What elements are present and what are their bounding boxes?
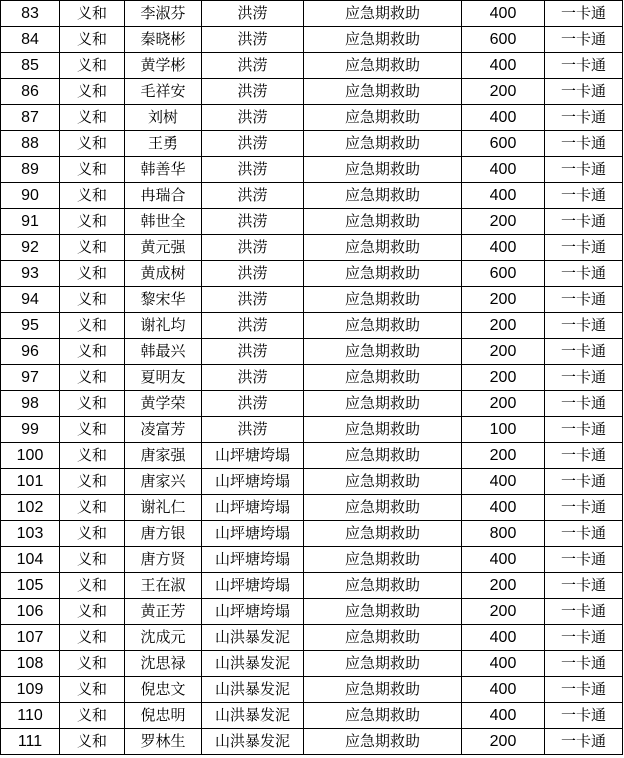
village-cell: 义和 xyxy=(60,183,125,209)
table-row xyxy=(1,443,623,469)
payment-method-cell: 一卡通 xyxy=(545,27,623,53)
amount-cell: 200 xyxy=(462,79,545,105)
table-row xyxy=(1,599,623,625)
table-row xyxy=(1,79,623,105)
disaster-type-cell: 洪涝 xyxy=(202,105,304,131)
table-row xyxy=(1,53,623,79)
payment-method-cell: 一卡通 xyxy=(545,443,623,469)
payment-method-cell: 一卡通 xyxy=(545,703,623,729)
payment-method-cell: 一卡通 xyxy=(545,1,623,27)
relief-type-cell: 应急期救助 xyxy=(304,157,462,183)
relief-type-cell: 应急期救助 xyxy=(304,677,462,703)
disaster-type-cell: 洪涝 xyxy=(202,261,304,287)
name-cell: 刘树 xyxy=(125,105,202,131)
table-row xyxy=(1,469,623,495)
name-cell: 李淑芬 xyxy=(125,1,202,27)
disaster-type-cell: 山坪塘垮塌 xyxy=(202,469,304,495)
row-number-cell: 89 xyxy=(1,157,60,183)
table-row xyxy=(1,729,623,755)
village-cell: 义和 xyxy=(60,79,125,105)
disaster-type-cell: 山洪暴发泥 xyxy=(202,625,304,651)
row-number-cell: 103 xyxy=(1,521,60,547)
row-number-cell: 102 xyxy=(1,495,60,521)
name-cell: 韩善华 xyxy=(125,157,202,183)
payment-method-cell: 一卡通 xyxy=(545,339,623,365)
disaster-type-cell: 山坪塘垮塌 xyxy=(202,547,304,573)
disaster-type-cell: 洪涝 xyxy=(202,417,304,443)
relief-type-cell: 应急期救助 xyxy=(304,651,462,677)
table-row xyxy=(1,157,623,183)
village-cell: 义和 xyxy=(60,105,125,131)
row-number-cell: 97 xyxy=(1,365,60,391)
name-cell: 王勇 xyxy=(125,131,202,157)
amount-cell: 400 xyxy=(462,625,545,651)
payment-method-cell: 一卡通 xyxy=(545,183,623,209)
relief-type-cell: 应急期救助 xyxy=(304,235,462,261)
village-cell: 义和 xyxy=(60,313,125,339)
row-number-cell: 90 xyxy=(1,183,60,209)
name-cell: 谢礼均 xyxy=(125,313,202,339)
disaster-type-cell: 洪涝 xyxy=(202,365,304,391)
village-cell: 义和 xyxy=(60,131,125,157)
name-cell: 黄成树 xyxy=(125,261,202,287)
relief-type-cell: 应急期救助 xyxy=(304,209,462,235)
table-row xyxy=(1,573,623,599)
table-row xyxy=(1,391,623,417)
name-cell: 毛祥安 xyxy=(125,79,202,105)
name-cell: 谢礼仁 xyxy=(125,495,202,521)
village-cell: 义和 xyxy=(60,339,125,365)
table-row xyxy=(1,365,623,391)
payment-method-cell: 一卡通 xyxy=(545,391,623,417)
relief-type-cell: 应急期救助 xyxy=(304,53,462,79)
payment-method-cell: 一卡通 xyxy=(545,53,623,79)
table-body xyxy=(1,1,623,755)
name-cell: 王在淑 xyxy=(125,573,202,599)
relief-type-cell: 应急期救助 xyxy=(304,573,462,599)
name-cell: 唐家强 xyxy=(125,443,202,469)
relief-type-cell: 应急期救助 xyxy=(304,27,462,53)
row-number-cell: 105 xyxy=(1,573,60,599)
name-cell: 韩最兴 xyxy=(125,339,202,365)
village-cell: 义和 xyxy=(60,365,125,391)
row-number-cell: 106 xyxy=(1,599,60,625)
disaster-type-cell: 山洪暴发泥 xyxy=(202,677,304,703)
name-cell: 唐方银 xyxy=(125,521,202,547)
village-cell: 义和 xyxy=(60,157,125,183)
relief-type-cell: 应急期救助 xyxy=(304,599,462,625)
name-cell: 凌富芳 xyxy=(125,417,202,443)
amount-cell: 400 xyxy=(462,183,545,209)
row-number-cell: 94 xyxy=(1,287,60,313)
row-number-cell: 96 xyxy=(1,339,60,365)
payment-method-cell: 一卡通 xyxy=(545,599,623,625)
row-number-cell: 111 xyxy=(1,729,60,755)
table-row xyxy=(1,521,623,547)
village-cell: 义和 xyxy=(60,521,125,547)
name-cell: 倪忠明 xyxy=(125,703,202,729)
disaster-type-cell: 洪涝 xyxy=(202,339,304,365)
amount-cell: 600 xyxy=(462,27,545,53)
row-number-cell: 104 xyxy=(1,547,60,573)
payment-method-cell: 一卡通 xyxy=(545,417,623,443)
table-row xyxy=(1,651,623,677)
amount-cell: 200 xyxy=(462,573,545,599)
relief-type-cell: 应急期救助 xyxy=(304,521,462,547)
payment-method-cell: 一卡通 xyxy=(545,157,623,183)
village-cell: 义和 xyxy=(60,573,125,599)
payment-method-cell: 一卡通 xyxy=(545,105,623,131)
table-row xyxy=(1,27,623,53)
relief-type-cell: 应急期救助 xyxy=(304,79,462,105)
name-cell: 沈思禄 xyxy=(125,651,202,677)
village-cell: 义和 xyxy=(60,469,125,495)
village-cell: 义和 xyxy=(60,625,125,651)
relief-type-cell: 应急期救助 xyxy=(304,469,462,495)
relief-type-cell: 应急期救助 xyxy=(304,703,462,729)
name-cell: 黄正芳 xyxy=(125,599,202,625)
amount-cell: 100 xyxy=(462,417,545,443)
amount-cell: 200 xyxy=(462,313,545,339)
disaster-type-cell: 洪涝 xyxy=(202,235,304,261)
disaster-type-cell: 洪涝 xyxy=(202,391,304,417)
amount-cell: 200 xyxy=(462,391,545,417)
payment-method-cell: 一卡通 xyxy=(545,235,623,261)
relief-type-cell: 应急期救助 xyxy=(304,443,462,469)
row-number-cell: 108 xyxy=(1,651,60,677)
relief-type-cell: 应急期救助 xyxy=(304,625,462,651)
amount-cell: 400 xyxy=(462,469,545,495)
table-row xyxy=(1,703,623,729)
disaster-type-cell: 山坪塘垮塌 xyxy=(202,443,304,469)
village-cell: 义和 xyxy=(60,209,125,235)
table-row xyxy=(1,313,623,339)
amount-cell: 400 xyxy=(462,235,545,261)
payment-method-cell: 一卡通 xyxy=(545,625,623,651)
village-cell: 义和 xyxy=(60,677,125,703)
table-row xyxy=(1,235,623,261)
table-row xyxy=(1,677,623,703)
disaster-type-cell: 洪涝 xyxy=(202,131,304,157)
village-cell: 义和 xyxy=(60,547,125,573)
relief-type-cell: 应急期救助 xyxy=(304,339,462,365)
amount-cell: 200 xyxy=(462,599,545,625)
village-cell: 义和 xyxy=(60,261,125,287)
payment-method-cell: 一卡通 xyxy=(545,79,623,105)
payment-method-cell: 一卡通 xyxy=(545,521,623,547)
row-number-cell: 109 xyxy=(1,677,60,703)
disaster-type-cell: 洪涝 xyxy=(202,79,304,105)
disaster-type-cell: 洪涝 xyxy=(202,157,304,183)
row-number-cell: 86 xyxy=(1,79,60,105)
amount-cell: 400 xyxy=(462,677,545,703)
table-row xyxy=(1,209,623,235)
payment-method-cell: 一卡通 xyxy=(545,209,623,235)
village-cell: 义和 xyxy=(60,599,125,625)
amount-cell: 400 xyxy=(462,105,545,131)
table-row xyxy=(1,1,623,27)
name-cell: 黎宋华 xyxy=(125,287,202,313)
name-cell: 唐方贤 xyxy=(125,547,202,573)
table-row xyxy=(1,183,623,209)
disaster-type-cell: 洪涝 xyxy=(202,27,304,53)
amount-cell: 400 xyxy=(462,157,545,183)
amount-cell: 400 xyxy=(462,495,545,521)
row-number-cell: 83 xyxy=(1,1,60,27)
amount-cell: 200 xyxy=(462,443,545,469)
amount-cell: 600 xyxy=(462,131,545,157)
table-row xyxy=(1,417,623,443)
amount-cell: 200 xyxy=(462,339,545,365)
village-cell: 义和 xyxy=(60,651,125,677)
village-cell: 义和 xyxy=(60,417,125,443)
relief-type-cell: 应急期救助 xyxy=(304,547,462,573)
relief-type-cell: 应急期救助 xyxy=(304,131,462,157)
payment-method-cell: 一卡通 xyxy=(545,469,623,495)
name-cell: 黄学彬 xyxy=(125,53,202,79)
row-number-cell: 92 xyxy=(1,235,60,261)
row-number-cell: 101 xyxy=(1,469,60,495)
disaster-type-cell: 山坪塘垮塌 xyxy=(202,521,304,547)
relief-type-cell: 应急期救助 xyxy=(304,313,462,339)
village-cell: 义和 xyxy=(60,443,125,469)
disaster-type-cell: 洪涝 xyxy=(202,53,304,79)
row-number-cell: 93 xyxy=(1,261,60,287)
payment-method-cell: 一卡通 xyxy=(545,651,623,677)
amount-cell: 400 xyxy=(462,547,545,573)
disaster-type-cell: 山洪暴发泥 xyxy=(202,729,304,755)
relief-type-cell: 应急期救助 xyxy=(304,1,462,27)
table-row xyxy=(1,287,623,313)
payment-method-cell: 一卡通 xyxy=(545,573,623,599)
row-number-cell: 91 xyxy=(1,209,60,235)
payment-method-cell: 一卡通 xyxy=(545,261,623,287)
amount-cell: 200 xyxy=(462,729,545,755)
relief-type-cell: 应急期救助 xyxy=(304,417,462,443)
disaster-type-cell: 洪涝 xyxy=(202,1,304,27)
village-cell: 义和 xyxy=(60,53,125,79)
table-row xyxy=(1,495,623,521)
table-row xyxy=(1,339,623,365)
table-row xyxy=(1,261,623,287)
village-cell: 义和 xyxy=(60,27,125,53)
row-number-cell: 107 xyxy=(1,625,60,651)
disaster-type-cell: 山坪塘垮塌 xyxy=(202,573,304,599)
name-cell: 沈成元 xyxy=(125,625,202,651)
row-number-cell: 100 xyxy=(1,443,60,469)
relief-type-cell: 应急期救助 xyxy=(304,729,462,755)
payment-method-cell: 一卡通 xyxy=(545,287,623,313)
payment-method-cell: 一卡通 xyxy=(545,131,623,157)
payment-method-cell: 一卡通 xyxy=(545,677,623,703)
amount-cell: 200 xyxy=(462,287,545,313)
disaster-type-cell: 洪涝 xyxy=(202,313,304,339)
relief-type-cell: 应急期救助 xyxy=(304,261,462,287)
row-number-cell: 110 xyxy=(1,703,60,729)
amount-cell: 200 xyxy=(462,365,545,391)
name-cell: 黄元强 xyxy=(125,235,202,261)
amount-cell: 200 xyxy=(462,209,545,235)
row-number-cell: 87 xyxy=(1,105,60,131)
disaster-type-cell: 洪涝 xyxy=(202,209,304,235)
village-cell: 义和 xyxy=(60,391,125,417)
payment-method-cell: 一卡通 xyxy=(545,547,623,573)
disaster-type-cell: 山坪塘垮塌 xyxy=(202,599,304,625)
name-cell: 夏明友 xyxy=(125,365,202,391)
row-number-cell: 99 xyxy=(1,417,60,443)
row-number-cell: 88 xyxy=(1,131,60,157)
disaster-type-cell: 山坪塘垮塌 xyxy=(202,495,304,521)
table-row xyxy=(1,625,623,651)
row-number-cell: 85 xyxy=(1,53,60,79)
name-cell: 秦晓彬 xyxy=(125,27,202,53)
disaster-type-cell: 洪涝 xyxy=(202,183,304,209)
name-cell: 韩世全 xyxy=(125,209,202,235)
payment-method-cell: 一卡通 xyxy=(545,729,623,755)
row-number-cell: 95 xyxy=(1,313,60,339)
table-row xyxy=(1,131,623,157)
village-cell: 义和 xyxy=(60,287,125,313)
table-row xyxy=(1,547,623,573)
table-row xyxy=(1,105,623,131)
village-cell: 义和 xyxy=(60,495,125,521)
disaster-type-cell: 山洪暴发泥 xyxy=(202,703,304,729)
relief-type-cell: 应急期救助 xyxy=(304,391,462,417)
name-cell: 倪忠文 xyxy=(125,677,202,703)
amount-cell: 600 xyxy=(462,261,545,287)
amount-cell: 400 xyxy=(462,1,545,27)
amount-cell: 400 xyxy=(462,53,545,79)
relief-type-cell: 应急期救助 xyxy=(304,365,462,391)
village-cell: 义和 xyxy=(60,703,125,729)
payment-method-cell: 一卡通 xyxy=(545,313,623,339)
village-cell: 义和 xyxy=(60,1,125,27)
row-number-cell: 98 xyxy=(1,391,60,417)
relief-type-cell: 应急期救助 xyxy=(304,183,462,209)
village-cell: 义和 xyxy=(60,729,125,755)
amount-cell: 400 xyxy=(462,651,545,677)
row-number-cell: 84 xyxy=(1,27,60,53)
amount-cell: 800 xyxy=(462,521,545,547)
payment-method-cell: 一卡通 xyxy=(545,365,623,391)
name-cell: 唐家兴 xyxy=(125,469,202,495)
relief-type-cell: 应急期救助 xyxy=(304,495,462,521)
name-cell: 罗林生 xyxy=(125,729,202,755)
disaster-type-cell: 山洪暴发泥 xyxy=(202,651,304,677)
village-cell: 义和 xyxy=(60,235,125,261)
payment-method-cell: 一卡通 xyxy=(545,495,623,521)
relief-type-cell: 应急期救助 xyxy=(304,105,462,131)
relief-type-cell: 应急期救助 xyxy=(304,287,462,313)
disaster-type-cell: 洪涝 xyxy=(202,287,304,313)
name-cell: 黄学荣 xyxy=(125,391,202,417)
amount-cell: 400 xyxy=(462,703,545,729)
name-cell: 冉瑞合 xyxy=(125,183,202,209)
